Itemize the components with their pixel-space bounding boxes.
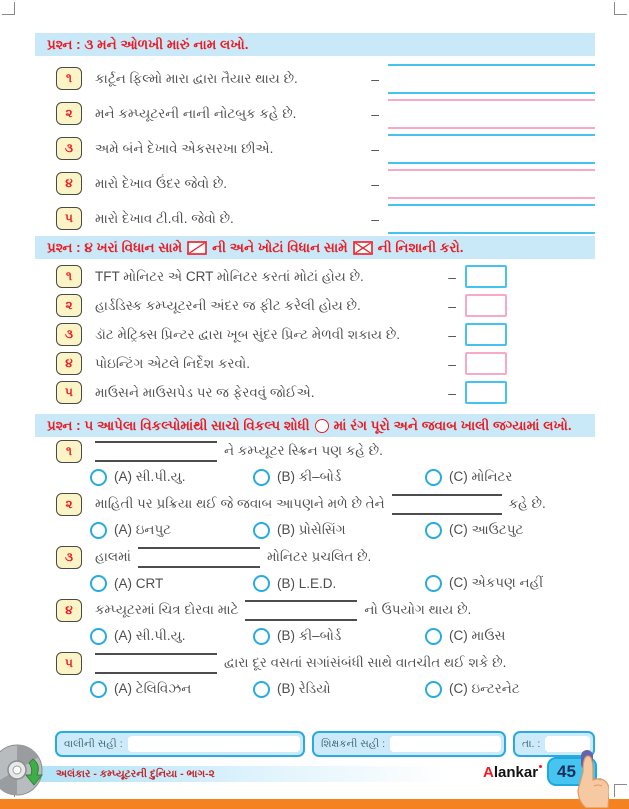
q3-item-2 [35,96,595,131]
brand-letter-a: A [483,764,494,781]
footer-strip [28,766,448,782]
question3-title: પ્રશ્ન : ૩ મને ઓળખી મારું નામ લખો. [47,37,249,52]
teacher-signature-label: શિક્ષકની સહી : [321,737,386,750]
option-label: (B) L.E.D. [277,575,337,591]
option-label: (C) આઉટપુટ [449,522,524,537]
true-false-answer-box[interactable] [465,265,507,288]
dash: – [371,105,379,122]
item-number-badge: ૧ [56,67,82,90]
option-c[interactable] [425,575,543,592]
pointing-hand-icon [567,748,609,809]
question3-header [35,33,595,56]
guardian-signature-field[interactable] [128,736,300,752]
answer-blank[interactable] [138,547,260,568]
answer-blank[interactable] [95,441,217,462]
option-c[interactable] [425,522,523,539]
statement-text: ડૉટ મેટ્રિક્સ પ્રિન્ટર દ્વારા ખૂબ સુંદર પ્રિન્ટ મેળવી શકાય છે. [95,326,401,342]
question-sentence [95,547,595,568]
question4-title-part2: ની અને ખોટાં વિધાન સામે [212,240,348,255]
statement-text: TFT મોનિટર એ CRT મોનિટર કરતાં મોટાં હોય છે. [95,268,364,284]
q3-item-1 [35,61,595,96]
q5-item-4 [35,597,595,649]
book-title: અલંકાર - કમ્પ્યૂટરની દુનિયા - ભાગ-૨ [56,767,215,780]
q4-item-4 [35,349,595,378]
options-row [35,623,595,649]
statement-text: હાર્ડડિસ્ક કમ્પ્યૂટરની અંદર જ ફીટ કરેલી હોય છે. [95,297,361,313]
page-number: 45 [557,761,576,781]
q5-item-1 [35,438,595,490]
option-label: (A) સી.પી.યુ. [114,469,186,484]
date-label: તા. : [522,737,541,750]
answer-blank[interactable] [245,600,357,621]
radio-circle-icon[interactable] [90,469,107,486]
answer-write-lines[interactable] [388,99,595,129]
item-number-badge: ૨ [56,493,82,516]
sentence-text: હાલમાં [95,549,131,564]
option-a[interactable] [90,469,253,486]
option-b[interactable] [253,469,425,486]
statement-text: માઉસને માઉસપેડ પર જ ફેરવવું જોઈએ. [95,384,315,400]
radio-circle-icon[interactable] [425,628,442,645]
item-number-badge: ૧ [56,265,82,288]
item-number-badge: ૧ [56,440,82,463]
q5-item-2 [35,491,595,543]
options-row [35,517,595,543]
question-sentence [95,600,595,621]
question5-title-part2: માં રંગ પૂરો અને જવાબ ખાલી જગ્યામાં લખો. [333,418,572,433]
q4-item-2 [35,291,595,320]
option-a[interactable] [90,522,253,539]
question-text: અમે બંને દેખાવે એકસરખા છીએ. [95,140,274,156]
answer-write-lines[interactable] [388,134,595,164]
question4-header [35,236,595,259]
dash: – [448,297,456,314]
option-label: (A) ઇનપુટ [114,522,172,537]
question4-items [35,262,595,407]
option-c[interactable] [425,681,520,698]
item-number-badge: ૩ [56,546,82,569]
q3-item-3 [35,131,595,166]
q4-item-1 [35,262,595,291]
teacher-signature-field[interactable] [390,736,501,752]
item-number-badge: ૪ [56,172,82,195]
radio-circle-icon[interactable] [90,628,107,645]
item-number-badge: ૫ [56,652,82,675]
radio-circle-icon[interactable] [253,575,270,592]
true-false-answer-box[interactable] [465,381,507,404]
radio-circle-icon[interactable] [253,522,270,539]
options-row [35,676,595,702]
sentence-text: કમ્પ્યૂટરમાં ચિત્ર દોરવા માટે [95,602,239,617]
option-label: (C) એકપણ નહીં [449,575,544,590]
true-false-answer-box[interactable] [465,323,507,346]
option-label: (A) ટેલિવિઝન [114,681,192,696]
q3-item-4 [35,166,595,201]
radio-circle-icon[interactable] [425,681,442,698]
option-label: (C) ઇન્ટરનેટ [449,681,520,696]
true-false-answer-box[interactable] [465,352,507,375]
question4-title-part1: પ્રશ્ન : ૪ ખરાં વિધાન સામે [47,240,183,255]
question4-title-part3: ની નિશાની કરો. [377,240,464,255]
question-text: મારો દેખાવ ઉંદર જેવો છે. [95,175,228,191]
sentence-text: માહિતી પર પ્રક્રિયા થઈ જે જવાબ આપણને મળે છે તેને [95,496,385,511]
item-number-badge: ૪ [56,599,82,622]
radio-circle-icon[interactable] [90,575,107,592]
option-a[interactable] [90,681,253,698]
q5-item-5 [35,650,595,702]
q3-item-5 [35,201,595,236]
cross-box-icon [353,241,373,255]
option-b[interactable] [253,575,425,592]
option-b[interactable] [253,681,425,698]
cd-disc-icon [0,741,49,808]
dash: – [371,175,379,192]
sentence-text: ને કમ્પ્યૂટર સ્ક્રિન પણ કહે છે. [224,443,383,458]
fill-circle-icon [315,419,329,433]
options-row [35,570,595,596]
q4-item-3 [35,320,595,349]
dash: – [371,140,379,157]
item-number-badge: ૪ [56,352,82,375]
radio-circle-icon[interactable] [253,681,270,698]
option-label: (A) સી.પી.યુ. [114,628,186,643]
answer-write-lines[interactable] [388,169,595,199]
answer-blank[interactable] [392,494,502,515]
check-box-icon [187,241,207,255]
item-number-badge: ૨ [56,102,82,125]
option-b[interactable] [253,522,425,539]
guardian-signature-box [55,731,305,757]
brand-rest: lankar [493,764,539,781]
option-label: (B) રેડિયો [277,681,331,696]
bottom-orange-bar [0,799,629,809]
signature-row [55,731,595,757]
option-label: (B) કી–બોર્ડ [277,628,342,643]
question-text: મારો દેખાવ ટી.વી. જેવો છે. [95,210,234,226]
trademark-dot [539,765,542,768]
item-number-badge: ૫ [56,381,82,404]
radio-circle-icon[interactable] [90,681,107,698]
option-label: (B) કી–બોર્ડ [277,469,342,484]
option-label: (B) પ્રોસેસિંગ [277,522,346,537]
dash: – [371,70,379,87]
q4-item-5 [35,378,595,407]
brand-logo [483,764,542,781]
question3-items [35,61,595,236]
item-number-badge: ૫ [56,207,82,230]
option-c[interactable] [425,628,505,645]
option-b[interactable] [253,628,425,645]
dash: – [448,326,456,343]
radio-circle-icon[interactable] [425,575,442,592]
dash: – [448,268,456,285]
page-content [35,33,595,702]
option-label: (C) મોનિટર [449,469,513,484]
question5-title-part1: પ્રશ્ન : ૫ આપેલા વિકલ્પોમાંથી સાચો વિકલ્પ શોધી [47,418,310,433]
radio-circle-icon[interactable] [425,469,442,486]
statement-text: પોઇન્ટિંગ એટલે નિર્દેશ કરવો. [95,355,251,371]
radio-circle-icon[interactable] [90,522,107,539]
crop-mark [614,2,627,15]
sentence-text: કહે છે. [508,496,546,511]
option-a[interactable] [90,575,253,592]
answer-blank[interactable] [95,653,217,674]
teacher-signature-box [312,731,506,757]
option-a[interactable] [90,628,253,645]
sentence-text: દ્વારા દૂર વસતાં સગાંસંબંધી સાથે વાતચીત થઈ શકે છે. [224,655,507,670]
item-number-badge: ૨ [56,294,82,317]
radio-circle-icon[interactable] [425,522,442,539]
radio-circle-icon[interactable] [253,628,270,645]
question-sentence [95,494,595,515]
question5-header [35,414,595,437]
options-row [35,464,595,490]
guardian-signature-label: વાલીની સહી : [64,737,123,750]
option-label: (C) માઉસ [449,628,506,643]
dash: – [448,384,456,401]
dash: – [448,355,456,372]
sentence-text: મોનિટર પ્રચલિત છે. [266,549,372,564]
question-sentence [95,653,595,674]
true-false-answer-box[interactable] [465,294,507,317]
item-number-badge: ૩ [56,323,82,346]
option-c[interactable] [425,469,512,486]
radio-circle-icon[interactable] [253,469,270,486]
crop-mark [614,784,627,797]
q5-item-3 [35,544,595,596]
answer-write-lines[interactable] [388,64,595,94]
sentence-text: નો ઉપયોગ થાય છે. [364,602,472,617]
dash: – [371,210,379,227]
answer-write-lines[interactable] [388,204,595,234]
question-text: કાર્ટૂન ફિલ્મો મારા દ્વારા તૈયાર થાય છે. [95,70,298,86]
question-sentence [95,441,595,462]
crop-mark [2,2,15,15]
item-number-badge: ૩ [56,137,82,160]
option-label: (A) CRT [114,575,164,591]
question-text: મને કમ્પ્યૂટરની નાની નોટબુક કહે છે. [95,105,297,121]
